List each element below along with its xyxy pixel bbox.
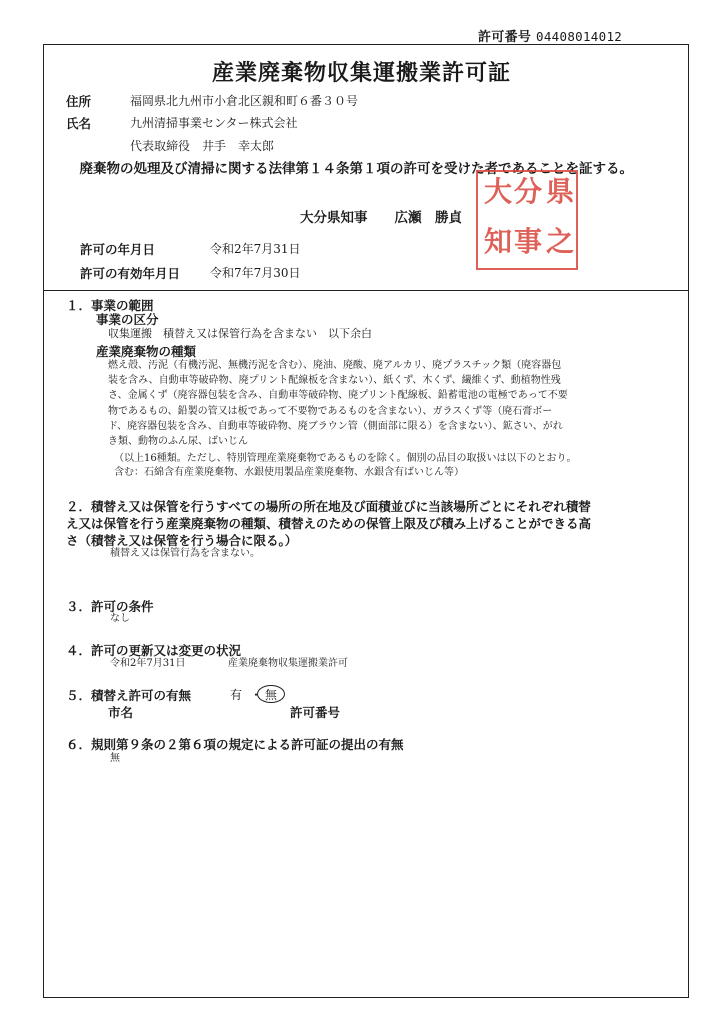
permit-number-label-2: 許可番号: [290, 705, 341, 720]
seal-char: 大: [484, 175, 513, 208]
address-label: 住所: [66, 94, 92, 109]
waste-note-2: 含む：石綿含有産業廃棄物、水銀使用製品産業廃棄物、水銀含有ばいじん等）: [114, 467, 464, 478]
transfer-yes: 有: [230, 688, 243, 702]
waste-types-line: ド、廃容器包装を含み、自動車等破砕物、廃ブラウン管（側面部に限る）を含まない）、鉱さい、がれ: [108, 420, 563, 432]
seal-char: 知: [484, 225, 513, 258]
section-2-heading-line: ２．積替え又は保管を行うすべての場所の所在地及び面積並びに当該場所ごとにそれぞれ積替: [66, 499, 591, 514]
document-title: 産業廃棄物収集運搬業許可証: [211, 60, 511, 86]
transfer-separator: ・: [250, 688, 263, 702]
issuer-name: 広瀬 勝貞: [394, 210, 462, 226]
address-value: 福岡県北九州市小倉北区親和町６番３０号: [130, 94, 359, 108]
section-2-heading: [66, 498, 676, 549]
permit-date: 令和2年7月31日: [210, 242, 301, 256]
seal-char: 之: [546, 225, 575, 258]
seal-char: 県: [546, 175, 575, 208]
section-6-heading: ６．規則第９条の２第６項の規定による許可証の提出の有無: [66, 737, 404, 752]
valid-date: 令和7年7月30日: [210, 266, 301, 280]
seal-char: 事: [514, 225, 543, 258]
city-name-label: 市名: [108, 705, 134, 720]
section-6-text: 無: [110, 753, 120, 764]
section-5-heading: ５．積替え許可の有無: [66, 688, 192, 703]
name-label: 氏名: [66, 116, 92, 131]
section-4-heading: ４．許可の更新又は変更の状況: [66, 643, 242, 658]
representative-name: 代表取締役 井手 幸太郎: [130, 139, 275, 153]
section-3-text: なし: [110, 613, 130, 624]
permit-number-label: 許可番号: [478, 30, 532, 45]
waste-types-heading: 産業廃棄物の種類: [96, 344, 197, 359]
valid-date-label: 許可の有効年月日: [80, 266, 181, 281]
section-2-heading-line: さ（積替え又は保管を行う場合に限る。）: [66, 533, 298, 548]
waste-types-line: 装を含み、自動車等破砕物、廃プリント配線板を含まない）、紙くず、木くず、繊維くず、動植物性残: [108, 375, 561, 387]
issuer: [300, 206, 462, 226]
business-category-heading: 事業の区分: [96, 312, 159, 327]
official-seal: [476, 170, 578, 270]
section-4-text: 産業廃棄物収集運搬業許可: [228, 658, 348, 669]
waste-types-line: さ、金属くず（廃容器包装を含み、自動車等破砕物、廃プリント配線板、鉛蓄電池の電極であって不要: [108, 390, 568, 402]
permit-number-value: 04408014012: [536, 29, 623, 44]
permit-date-label: 許可の年月日: [80, 242, 156, 257]
certification-statement: 廃棄物の処理及び清掃に関する法律第１４条第１項の許可を受けた者であることを証する。: [79, 161, 633, 177]
issuer-title: 大分県知事: [300, 210, 368, 226]
section-2-text: 積替え又は保管行為を含まない。: [110, 548, 260, 559]
section-3-heading: ３．許可の条件: [66, 599, 154, 614]
business-category-text: 収集運搬 積替え又は保管行為を含まない 以下余白: [108, 327, 372, 340]
waste-note-1: （以上16種類。ただし、特別管理産業廃棄物であるものを除く。個別の品目の取扱いは以下のとおり。: [114, 453, 577, 464]
waste-types-line: き類、動物のふん尿、ばいじん: [108, 436, 248, 448]
seal-char: 分: [514, 175, 543, 208]
section-4-date: 令和2年7月31日: [110, 658, 186, 669]
waste-types-list: [108, 358, 668, 449]
waste-types-line: 燃え殻、汚泥（有機汚泥、無機汚泥を含む）、廃油、廃酸、廃アルカリ、廃プラスチック類（廃容器包: [108, 360, 562, 371]
section-divider: [43, 290, 689, 291]
transfer-no: 無: [265, 688, 278, 702]
section-1-heading: １．事業の範囲: [66, 298, 154, 313]
permit-number: [478, 26, 622, 45]
waste-types-line: 物であるもの、鉛製の管又は板であって不要物であるものを含まない）、ガラスくず等（廃石膏ボー: [108, 405, 553, 417]
section-2-heading-line: え又は保管を行う産業廃棄物の種類、積替えのための保管上限及び積み上げることができる高: [66, 516, 592, 531]
company-name: 九州清掃事業センター株式会社: [130, 116, 298, 130]
